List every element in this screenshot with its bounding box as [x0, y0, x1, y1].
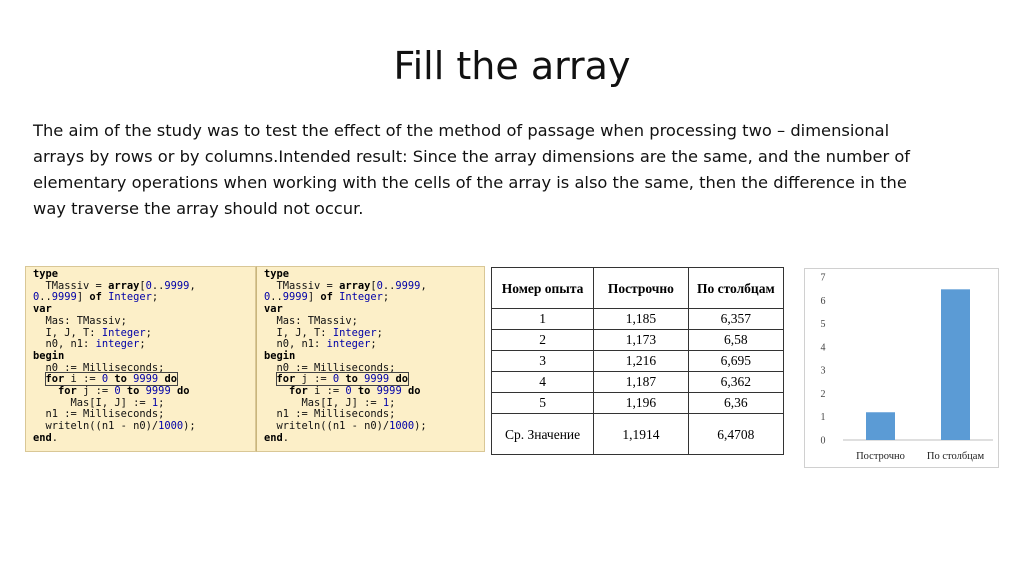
y-tick-label: 2 — [820, 388, 826, 400]
code-line: type — [264, 268, 290, 280]
code-line: for i := 0 to 9999 do — [289, 385, 421, 398]
code-line: 0..9999] of Integer; — [33, 291, 159, 304]
code-line: end. — [33, 431, 59, 444]
code-line: for j := 0 to 9999 do — [58, 385, 190, 398]
y-tick-label: 1 — [820, 412, 826, 424]
code-line: var — [33, 303, 52, 316]
table-cell: 6,695 — [688, 351, 783, 372]
x-tick-label: По столбцам — [926, 451, 985, 462]
slide-title: Fill the array — [393, 44, 631, 88]
code-listing — [257, 267, 484, 445]
code-line: n1 := Milliseconds; — [33, 408, 165, 421]
table-cell: 1,185 — [594, 309, 689, 330]
table-cell: 1,173 — [594, 330, 689, 351]
code-line: for j := 0 to 9999 do — [276, 373, 408, 386]
y-tick-label: 0 — [820, 435, 826, 447]
y-tick-label: 6 — [820, 295, 826, 307]
code-line: end. — [264, 431, 290, 444]
code-line: writeln((n1 - n0)/1000); — [33, 420, 196, 433]
header-by-columns: По столбцам — [688, 268, 783, 309]
code-line: n0, n1: integer; — [264, 338, 377, 351]
table-row — [492, 330, 784, 351]
code-line: for i := 0 to 9999 do — [45, 373, 177, 386]
code-line: Mas[I, J] := 1; — [264, 396, 396, 409]
results-table — [491, 267, 784, 455]
code-line: n0 := Milliseconds; — [264, 361, 396, 374]
table-cell: 1,196 — [594, 393, 689, 414]
table-cell: 2 — [492, 330, 594, 351]
bar-chart — [804, 268, 999, 468]
code-listing — [26, 267, 255, 445]
code-line: I, J, T: Integer; — [264, 326, 383, 339]
table-cell: 6,58 — [688, 330, 783, 351]
code-line: begin — [264, 349, 296, 362]
code-line: n0, n1: integer; — [33, 338, 146, 351]
code-line: 0..9999] of Integer; — [264, 291, 390, 304]
table-row-average — [492, 414, 784, 455]
table-cell: 6,4708 — [688, 414, 783, 455]
slide-paragraph — [33, 118, 983, 222]
table-cell: 1 — [492, 309, 594, 330]
table-cell: 6,357 — [688, 309, 783, 330]
paragraph-line: arrays by rows or by columns.Intended result: Since the array dimensions are the same, and the number of — [33, 147, 911, 166]
table-row — [492, 393, 784, 414]
table-cell: 1,216 — [594, 351, 689, 372]
bar-chart-svg — [805, 269, 1000, 469]
table-cell: 1,187 — [594, 372, 689, 393]
code-line: Mas: TMassiv; — [264, 314, 358, 327]
table-row — [492, 309, 784, 330]
bar — [941, 289, 970, 440]
code-panel-row-order — [25, 266, 256, 452]
code-line: writeln((n1 - n0)/1000); — [264, 420, 427, 433]
table-row — [492, 372, 784, 393]
table-cell: 6,362 — [688, 372, 783, 393]
header-by-rows: Построчно — [594, 268, 689, 309]
code-line: type — [33, 268, 59, 280]
y-tick-label: 7 — [820, 272, 826, 284]
code-line: begin — [33, 349, 65, 362]
paragraph-line: elementary operations when working with the cells of the array is also the same, then the difference in the — [33, 173, 907, 192]
code-line: Mas[I, J] := 1; — [33, 396, 165, 409]
table-row — [492, 351, 784, 372]
y-tick-label: 3 — [820, 365, 826, 377]
code-line: var — [264, 303, 283, 316]
table-cell: 5 — [492, 393, 594, 414]
paragraph-line: The aim of the study was to test the effect of the method of passage when processing two – dimensional — [33, 121, 890, 140]
table-cell: 6,36 — [688, 393, 783, 414]
code-line: TMassiv = array[0..9999, — [33, 279, 196, 292]
x-tick-label: Построчно — [856, 451, 905, 462]
code-panel-column-order — [256, 266, 485, 452]
code-line: I, J, T: Integer; — [33, 326, 152, 339]
table-cell: 1,1914 — [594, 414, 689, 455]
y-tick-label: 5 — [820, 319, 826, 331]
table-header-row — [492, 268, 784, 309]
paragraph-line: way traverse the array should not occur. — [33, 199, 364, 218]
table-cell: Ср. Значение — [492, 414, 594, 455]
code-line: n0 := Milliseconds; — [33, 361, 165, 374]
y-tick-label: 4 — [820, 342, 826, 354]
code-line: TMassiv = array[0..9999, — [264, 279, 427, 292]
table-cell: 3 — [492, 351, 594, 372]
table-cell: 4 — [492, 372, 594, 393]
bar — [866, 412, 895, 440]
header-experiment-number: Номер опыта — [492, 268, 594, 309]
code-line: n1 := Milliseconds; — [264, 408, 396, 421]
code-line: Mas: TMassiv; — [33, 314, 127, 327]
